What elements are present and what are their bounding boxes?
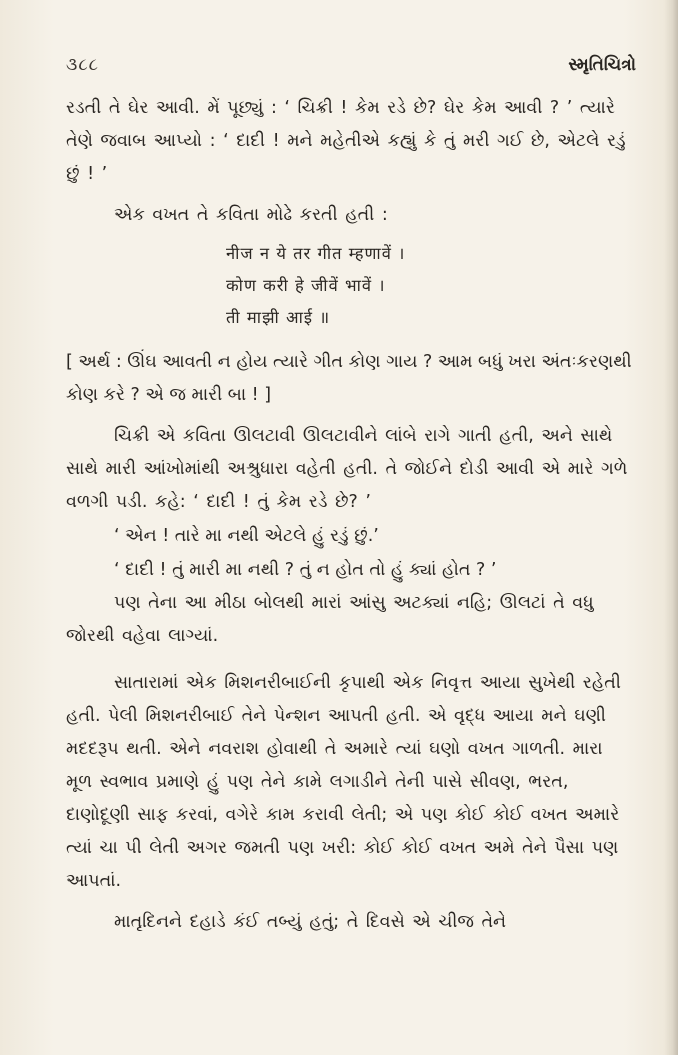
paragraph-mothers-day: માતૃદિનને દહાડે કંઈ તબ્યું હતું; તે દિવસે એ ચીજ તેને — [114, 912, 507, 932]
poem-line-3: ती माझी आई ॥ — [226, 308, 331, 327]
poem-line-2: कोण करी हे जीवें भावें । — [226, 276, 386, 295]
paragraph-tears: પણ તેના આ મીઠા બોલથી મારાં આંસુ અટક્યાં નહિ; ઊલટાં તે વધુ જોરથી વહેવા લાગ્યાં. — [66, 593, 594, 646]
poem-line-1: नीज न ये तर गीत म्हणावें । — [226, 244, 406, 263]
paragraph-poem-intro: એક વખત તે કવિતા મોઢે કરતી હતી : — [114, 205, 388, 225]
paragraph-opening: રડતી તે ઘેર આવી. મેં પૂછ્યું : ‘ ચિક્રી ! કેમ રડે છે? ઘેર કેમ આવી ? ’ ત્યારે તેણે જવાબ આપ્યો : ‘ દાદી ! મને મહેતીએ કહ્યું કે તું મરી ગઈ છે, એટલે રડું છું ! ’ — [66, 98, 626, 184]
page-edge-shadow — [664, 0, 678, 1055]
page-header — [66, 50, 636, 80]
paragraph-singing: ચિક્રી એ કવિતા ઊલટાવી ઊલટાવીને લાંબે રાગે ગાતી હતી, અને સાથે સાથે મારી આંખોમાંથી અશ્રુધારા વહેતી હતી. તે જોઈને દોડી આવી એ મારે ગળે વળગી પડી. કહે: ‘ દાદી ! તું કેમ રડે છે? ’ — [66, 426, 628, 512]
page-body — [66, 92, 636, 939]
running-head-title: સ્મૃતિચિત્રો — [568, 55, 636, 75]
dialogue-line-1: ‘ એન ! તારે મા નથી એટલે હું રડું છું.’ — [114, 526, 379, 546]
page-number: ૩૮૮ — [66, 55, 100, 75]
poem-translation-note: [ અર્થ : ઊંઘ આવતી ન હોય ત્યારે ગીત કોણ ગાય ? આમ બધું ખરા અંતઃકરણથી કોણ કરે ? એ જ મારી બા ! ] — [66, 352, 632, 405]
paragraph-ayah: સાતારામાં એક મિશનરીબાઈની કૃપાથી એક નિવૃત્ત આયા સુખેથી રહેતી હતી. પેલી મિશનરીબાઈ તેને પેન્શન આપતી હતી. એ વૃદ્ધ આયા મને ઘણી મદદરૂપ થતી. એને નવરાશ હોવાથી તે અમારે ત્યાં ઘણો વખત ગાળતી. મારા મૂળ સ્વભાવ પ્રમાણે હું પણ તેને કામે લગાડીને તેની પાસે સીવણ, ભરત, દાણોદૂણી સાફ કરવાં, વગેરે કામ કરાવી લેતી; એ પણ કોઈ કોઈ વખત અમારે ત્યાં ચા પી લેતી અગર જમતી પણ ખરી: કોઈ કોઈ વખત અમે તેને પૈસા પણ આપતાં. — [66, 673, 621, 891]
dialogue-line-2: ‘ દાદી ! તું મારી મા નથી ? તું ન હોત તો હું ક્યાં હોત ? ’ — [114, 560, 497, 580]
marathi-poem — [226, 238, 636, 334]
